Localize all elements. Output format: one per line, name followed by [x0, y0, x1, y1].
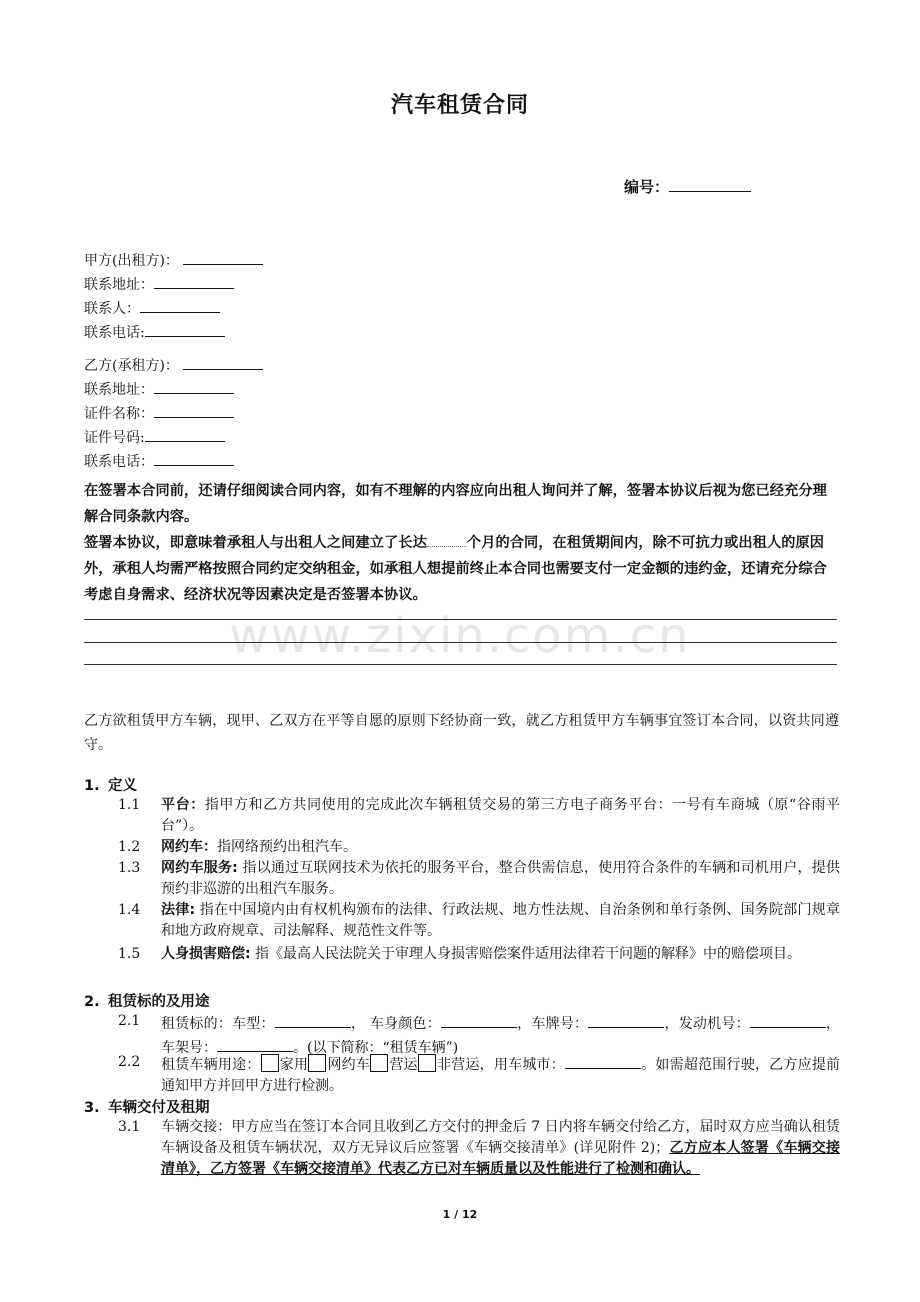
- notice-paragraph-2: 签署本协议，即意味着承租人与出租人之间建立了长达 个月的合同，在租赁期间内，除不可抗力或出租人的原因外，承租人均需严格按照合同约定交纳租金，如承租人想提前终止本合同也需要支付一定金额的违约金，还请充分综合考虑自身需求、经济状况等因素决定是否签署本协议。: [84, 530, 839, 608]
- checkbox-commercial[interactable]: [370, 1054, 388, 1072]
- section-heading: 3. 车辆交付及租期: [84, 1100, 210, 1116]
- clause-1-4: 1.4 法律: 指在中国境内由有权机构颁布的法律、行政法规、地方性法规、自治条例和单行条例、国务院部门规章和地方政府规章、司法解释、规范性文件等。: [118, 902, 840, 939]
- document-title: 汽车租赁合同: [390, 93, 529, 118]
- car-model-blank: [275, 1011, 351, 1028]
- page-number: 1 / 12: [442, 1208, 478, 1221]
- contract-number-label: 编号：: [624, 178, 670, 196]
- clause-1-5: 1.5 人身损害赔偿: 指《最高人民法院关于审理人身损害赔偿案件适用法律若干问题的解释》中的赔偿项目。: [118, 946, 802, 962]
- clause-1-2: 1.2 网约车：指网络预约出租汽车。: [118, 839, 357, 855]
- party-a-address-label: 联系地址：: [84, 277, 154, 293]
- blank-line-1: [84, 619, 837, 620]
- clause-1-3: 1.3 网约车服务: 指以通过互联网技术为依托的服务平台，整合供需信息，使用符合条件的车辆和司机用户，提供预约非巡游的出租汽车服务。: [118, 860, 840, 897]
- party-b-id-no-label: 证件号码:: [84, 430, 145, 446]
- party-b-phone-blank: [154, 449, 234, 466]
- intro-paragraph: 乙方欲租赁甲方车辆，现甲、乙双方在平等自愿的原则下经协商一致，就乙方租赁甲方车辆事宜签订本合同，以资共同遵守。: [84, 713, 839, 753]
- notice-paragraph-1: 在签署本合同前，还请仔细阅读合同内容，如有不理解的内容应向出租人询问并了解，签署本协议后视为您已经充分理解合同条款内容。: [84, 483, 827, 525]
- clause-2-2: 2.2 租赁车辆用途： 家用 网约车 营运 非营运，用车城市： 。如需超范围行驶，乙方应提前通知甲方并回甲方进行检测。: [118, 1054, 841, 1094]
- city-blank: [565, 1052, 641, 1069]
- contract-number-blank: [669, 175, 751, 192]
- checkbox-ride-hailing[interactable]: [308, 1054, 326, 1072]
- plate-number-blank: [588, 1011, 664, 1028]
- clause-2-1: 2.1 租赁标的：车型： ， 车身颜色： ，车牌号： ，发动机号： ，车架号： 。(以下简称：“租赁车辆”): [118, 1013, 841, 1056]
- party-b-name-label: 乙方(承租方)：: [84, 358, 179, 374]
- party-b-address-blank: [154, 377, 234, 394]
- party-a-contact-label: 联系人：: [84, 301, 140, 317]
- term-months-blank: [427, 532, 467, 547]
- party-a-phone-label: 联系电话:: [84, 325, 145, 341]
- contract-number: [624, 175, 751, 197]
- engine-number-blank: [750, 1011, 826, 1028]
- vin-blank: [217, 1035, 293, 1052]
- section-heading: 2. 租赁标的及用途: [84, 994, 210, 1010]
- checkbox-home-use[interactable]: [261, 1054, 279, 1072]
- party-a-name-label: 甲方(出租方)：: [84, 253, 179, 269]
- party-b-address-label: 联系地址：: [84, 382, 154, 398]
- party-b-block: [84, 353, 263, 473]
- clause-1-1: 1.1 平台：指甲方和乙方共同使用的完成此次车辆租赁交易的第三方电子商务平台：一号有车商城（原“谷雨平台”）。: [118, 797, 841, 834]
- blank-line-3: [84, 664, 837, 665]
- party-b-id-no-blank: [145, 425, 225, 442]
- party-b-phone-label: 联系电话：: [84, 454, 154, 470]
- checkbox-non-commercial[interactable]: [418, 1054, 436, 1072]
- car-color-blank: [441, 1011, 517, 1028]
- party-a-phone-blank: [145, 320, 225, 337]
- party-b-name-blank: [183, 353, 263, 370]
- party-b-id-name-blank: [154, 401, 234, 418]
- emphasis-text: 乙方应本人签署《车辆交接清单》，乙方签署《车辆交接清单》代表乙方已对车辆质量以及性能进行了检测和确认。: [161, 1140, 841, 1177]
- party-a-address-blank: [154, 272, 234, 289]
- party-b-id-name-label: 证件名称：: [84, 406, 154, 422]
- watermark: www.zixin.com.cn: [229, 608, 691, 664]
- notice: [84, 478, 839, 608]
- clause-3-1: 3.1 车辆交接：甲方应当在签订本合同且收到乙方交付的押金后 7 日内将车辆交付给乙方，届时双方应当确认租赁车辆设备及租赁车辆状况，双方无异议后应签署《车辆交接清单》(详见附件 2)；乙方应本人签署《车辆交接清单》，乙方签署《车辆交接清单》代表乙方已对车辆质量以及性能进行了检测和确认。: [118, 1119, 841, 1177]
- section-heading: 1. 定义: [84, 778, 137, 794]
- party-a-name-blank: [183, 248, 263, 265]
- party-a-block: [84, 248, 263, 344]
- blank-line-2: [84, 642, 837, 643]
- party-a-contact-blank: [140, 296, 220, 313]
